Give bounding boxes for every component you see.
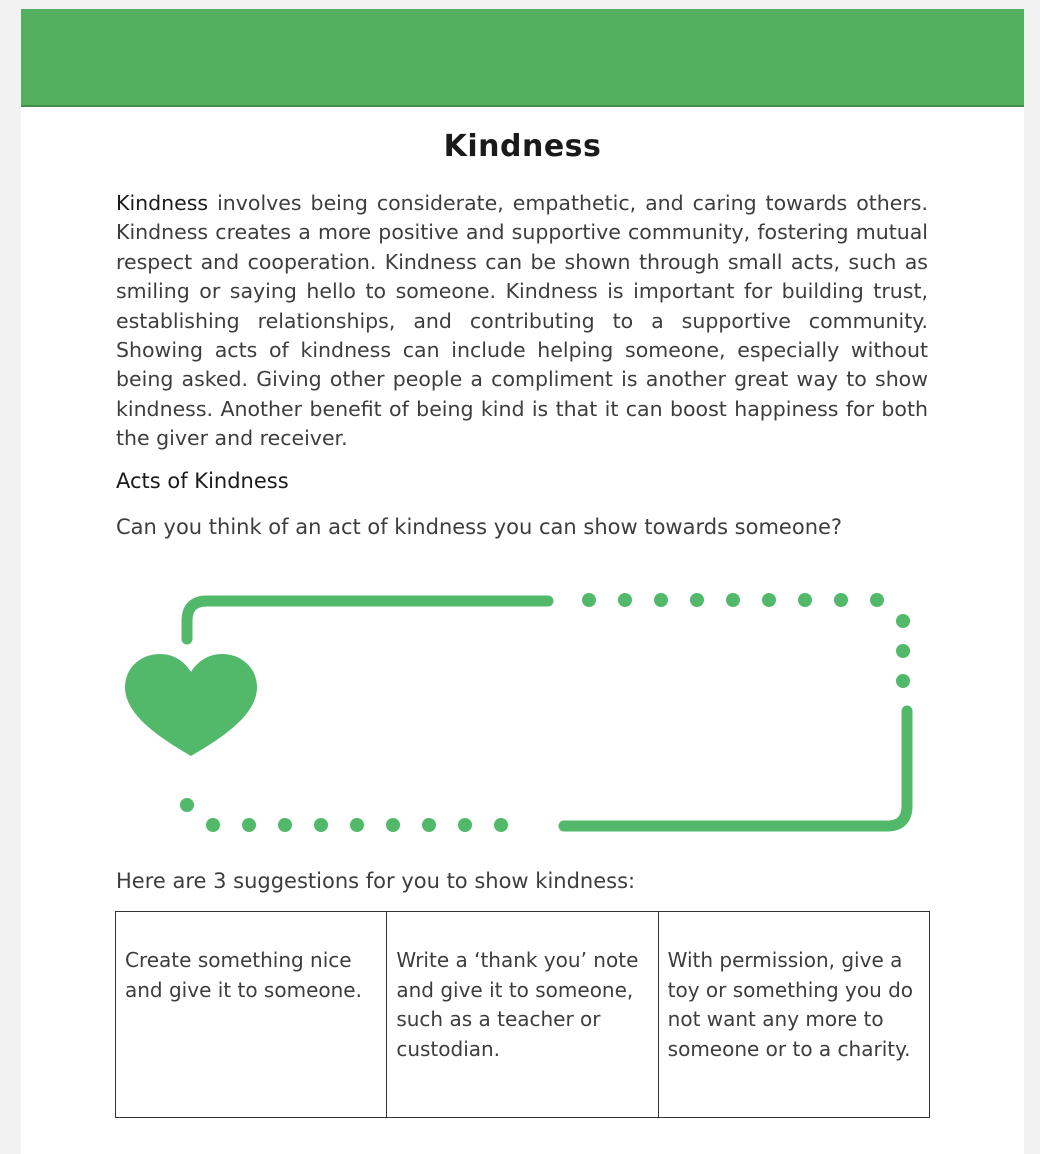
frame-dot: [896, 644, 910, 658]
frame-dot: [278, 818, 292, 832]
frame-dot: [494, 818, 508, 832]
frame-dot: [834, 593, 848, 607]
frame-dot: [726, 593, 740, 607]
header-banner: [21, 9, 1024, 107]
intro-paragraph: [116, 189, 928, 454]
frame-top-line: [187, 601, 548, 639]
frame-dot: [798, 593, 812, 607]
frame-dot: [654, 593, 668, 607]
suggestions-table: [115, 911, 930, 1118]
suggestion-cell: With permission, give a toy or something you do not want any more to someone or to a charity.: [658, 912, 929, 1118]
frame-dot: [206, 818, 220, 832]
frame-dot: [350, 818, 364, 832]
frame-dot: [896, 674, 910, 688]
worksheet-page: [21, 9, 1024, 1154]
frame-dot: [618, 593, 632, 607]
frame-dot: [690, 593, 704, 607]
frame-dot: [458, 818, 472, 832]
intro-text: involves being considerate, empathetic, and caring towards others. Kindness creates a more positive and supportive community, fostering mutual respect and cooperation. Kindness can be shown through small acts, such as smiling or saying hello to someone. Kindness is important for building trust, establishing relationships, and contributing to a supportive community. Showing acts of kindness can include helping someone, especially without being asked. Giving other people a compliment is another great way to show kindness. Another benefit of being kind is that it can boost happiness for both the giver and receiver.: [116, 191, 928, 451]
frame-dot: [870, 593, 884, 607]
frame-dot: [180, 798, 194, 812]
frame-dot: [896, 614, 910, 628]
frame-dot: [582, 593, 596, 607]
suggestion-cell: Write a ‘thank you’ note and give it to someone, such as a teacher or custodian.: [387, 912, 658, 1118]
heart-icon: [124, 654, 258, 758]
frame-dot: [386, 818, 400, 832]
frame-dot: [314, 818, 328, 832]
acts-prompt: Can you think of an act of kindness you can show towards someone?: [116, 515, 843, 539]
suggestion-cell: Create something nice and give it to someone.: [116, 912, 387, 1118]
table-row: [116, 912, 930, 1118]
acts-heading: Acts of Kindness: [116, 469, 289, 493]
frame-dot: [762, 593, 776, 607]
frame-dot: [422, 818, 436, 832]
suggestions-intro: Here are 3 suggestions for you to show kindness:: [116, 869, 636, 893]
frame-bottom-line: [564, 711, 907, 826]
frame-dot: [242, 818, 256, 832]
intro-lead-word: Kindness: [116, 191, 209, 215]
page-title: Kindness: [443, 129, 602, 164]
